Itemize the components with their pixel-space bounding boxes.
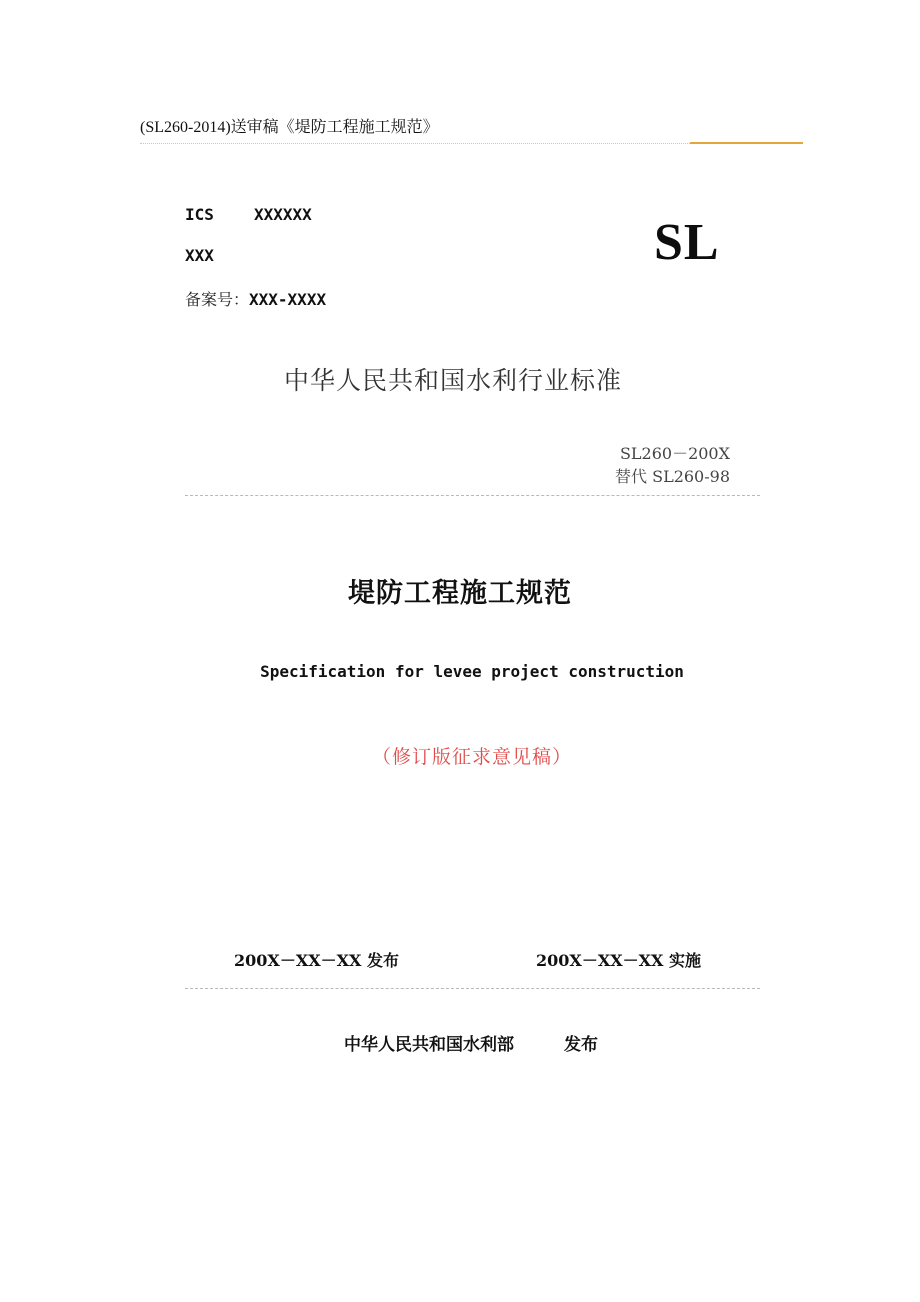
ics-label: ICS: [185, 205, 214, 224]
record-number-row: [185, 287, 326, 310]
divider-rule-bottom: [185, 988, 760, 989]
divider-rule-top: [185, 495, 760, 496]
issue-date: 200X－XX－XX 发布: [234, 951, 400, 970]
standard-number: SL260－200X: [619, 444, 730, 463]
record-number-code: XXX-XXXX: [249, 290, 327, 309]
record-number-label: 备案号：: [185, 290, 250, 309]
draft-note: （修订版征求意见稿）: [371, 746, 572, 768]
publisher-name: 中华人民共和国水利部: [344, 1035, 514, 1055]
running-header-title: (SL260-2014)送审稿《堤防工程施工规范》: [140, 119, 439, 136]
document-subtitle-english: Specification for levee project construction: [260, 662, 684, 681]
ics-code: XXXXXX: [254, 205, 312, 224]
header-accent-bar: [690, 142, 803, 144]
header-rule: [140, 143, 690, 144]
document-title: 堤防工程施工规范: [348, 578, 572, 609]
replaces-standard: 替代 SL260-98: [615, 467, 730, 486]
published-label: 发布: [564, 1035, 598, 1055]
implementation-date: 200X－XX－XX 实施: [536, 951, 702, 970]
classification-code: XXX: [185, 246, 214, 265]
industry-standard-heading: 中华人民共和国水利行业标准: [284, 366, 623, 395]
standard-mark: SL: [654, 214, 720, 271]
